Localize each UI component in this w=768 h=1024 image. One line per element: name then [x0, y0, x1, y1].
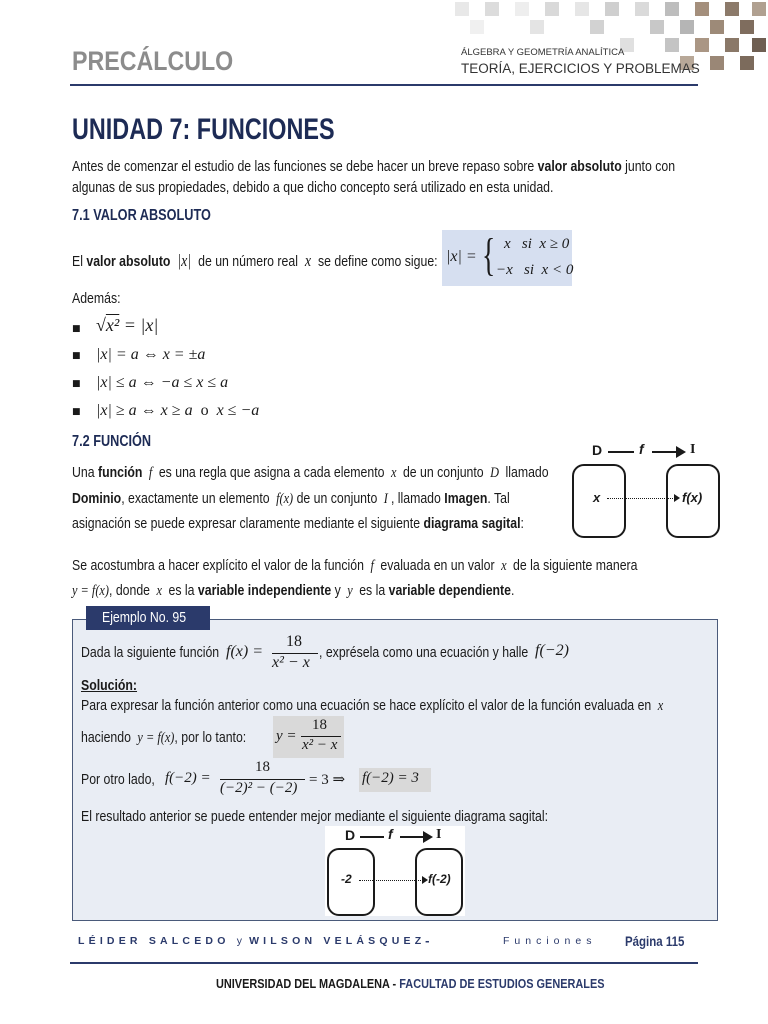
mapping-arrow [607, 498, 675, 499]
arrow-line [360, 836, 384, 838]
solution-line-3: Por otro lado, [81, 771, 155, 788]
example-question: Dada la siguiente función [81, 644, 220, 661]
intro-line-2: algunas de sus propiedades, debido a que dicho concepto será utilizado en esta unidad. [72, 179, 554, 196]
abs-definition-text: El valor absoluto |x| de un número real x se define como sigue: [72, 251, 438, 270]
ademas-label: Además: [72, 290, 121, 307]
footer-divider [70, 962, 698, 964]
funcion-line-2: Dominio, exactamente un elemento f(x) de un conjunto I , llamado Imagen. Tal [72, 490, 510, 507]
solution-line-4: El resultado anterior se puede entender mejor mediante el siguiente diagrama sagital: [81, 808, 549, 825]
arrow-head-icon [423, 831, 433, 843]
image-set-label: I [690, 442, 696, 457]
intro-line-1: Antes de comenzar el estudio de las funciones se debe hacer un breve repaso sobre valor absoluto junto con [72, 158, 676, 175]
image-set-label: I [436, 827, 442, 842]
list-item: ■ |x| = a ⇔ x = ±a [72, 346, 206, 363]
page-number: Página 115 [625, 933, 685, 949]
abs-piecewise-formula: |x| = { x si x ≥ 0 −x si x < 0 [442, 230, 572, 286]
function-label: f [388, 826, 393, 842]
list-item: ■ √x² = |x| [72, 315, 159, 335]
example-question-cont: , exprésela como una ecuación y halle [319, 644, 529, 661]
mapping-arrow [359, 880, 423, 881]
arrow-line [608, 451, 634, 453]
equation-highlight: y = 18 x² − x [273, 716, 344, 758]
domain-set-label: D [345, 827, 356, 843]
function-label: f [639, 441, 644, 457]
list-item: ■ |x| ≤ a ⇔ −a ≤ x ≤ a [72, 374, 229, 391]
arrow-head-icon [674, 494, 680, 502]
footer-dash: - [425, 935, 430, 948]
arrow-head-icon [676, 446, 686, 458]
result-highlight: f(−2) = 3 [359, 768, 431, 792]
notation-line-2: y = f(x), donde x es la variable independiente y y es la variable dependiente. [72, 582, 515, 599]
sagittal-diagram-generic [570, 440, 720, 540]
header-title: PRECÁLCULO [72, 46, 234, 76]
header-subtitle-large: TEORÍA, EJERCICIOS Y PROBLEMAS [461, 61, 700, 76]
domain-element: x [593, 490, 601, 505]
image-element: f(-2) [428, 872, 451, 886]
solution-label: Solución: [81, 677, 138, 694]
header-divider [70, 84, 698, 86]
footer-topic: Funciones [503, 935, 597, 947]
funcion-line-3: asignación se puede expresar claramente mediante el siguiente diagrama sagital: [72, 515, 524, 532]
solution-line-2: haciendo y = f(x), por lo tanto: [81, 729, 247, 746]
notation-line-1: Se acostumbra a hacer explícito el valor de la función f evaluada en un valor x de la siguiente manera [72, 557, 638, 574]
list-item: ■ |x| ≥ a ⇔ x ≥ a o x ≤ −a [72, 402, 260, 419]
unit-title: UNIDAD 7: FUNCIONES [72, 113, 335, 146]
halle-expression: f(−2) [535, 642, 569, 659]
sagittal-diagram-example [325, 826, 465, 916]
section-heading-funcion: 7.2 FUNCIÓN [72, 433, 152, 450]
domain-set-label: D [592, 442, 603, 458]
evaluation-formula: f(−2) = 18 (−2)² − (−2) = 3 ⇒ [165, 759, 346, 796]
example-tab: Ejemplo No. 95 [86, 606, 210, 630]
header-subtitle-small: ÁLGEBRA Y GEOMETRÍA ANALÍTICA [461, 47, 625, 58]
domain-element: -2 [341, 872, 352, 886]
funcion-line-1: Una función f es una regla que asigna a cada elemento x de un conjunto D llamado [72, 464, 549, 481]
solution-line-1: Para expresar la función anterior como una ecuación se hace explícito el valor de la función evaluada en x [81, 697, 664, 714]
section-heading-valor-absoluto: 7.1 VALOR ABSOLUTO [72, 207, 211, 224]
footer-authors: LÉIDER SALCEDO y WILSON VELÁSQUEZ [78, 935, 426, 947]
image-element: f(x) [682, 490, 703, 505]
footer-university: UNIVERSIDAD DEL MAGDALENA - FACULTAD DE ESTUDIOS GENERALES [216, 976, 605, 991]
